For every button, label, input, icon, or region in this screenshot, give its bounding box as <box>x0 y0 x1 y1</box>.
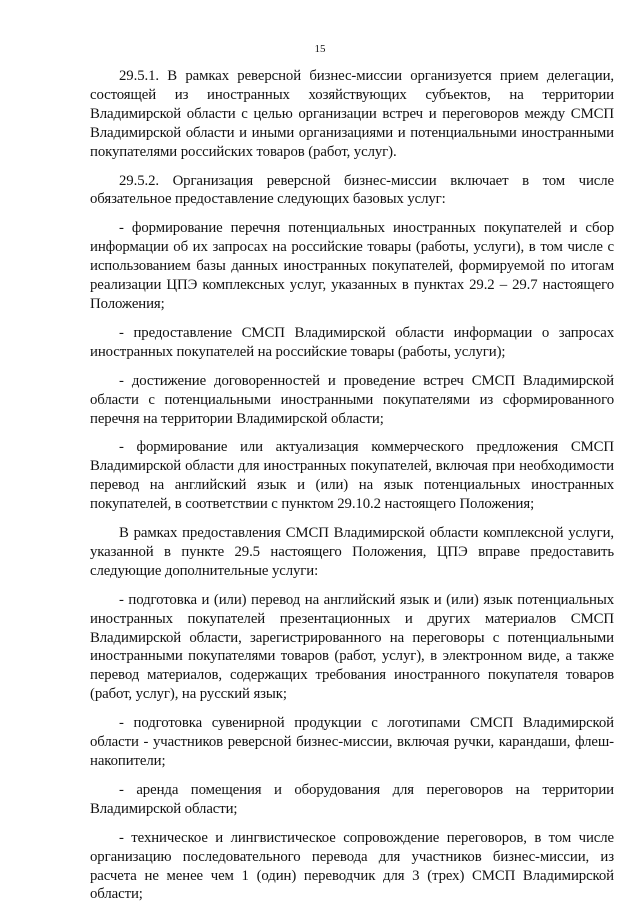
list-item-request-info: - предоставление СМСП Владимирской области информации о запросах иностранных покупателей на российские товары (работы, услуги); <box>90 324 614 360</box>
list-item-interpreting: - техническое и лингвистическое сопровождение переговоров, в том числе организацию последовательного перевода для участников бизнес-миссии, из расчета не менее чем 1 (один) переводчик для 3 (трех) СМСП Владимирской области; <box>90 829 614 903</box>
page-number: 15 <box>314 43 326 55</box>
paragraph-29-5-2: 29.5.2. Организация реверсной бизнес-миссии включает в том числе обязательное предоставление следующих базовых услуг: <box>90 172 614 208</box>
list-item-buyers-list: - формирование перечня потенциальных иностранных покупателей и сбор информации об их запросах на российские товары (работы, услуги), в том числе с использованием базы данных иностранных покупателей, формируемой по итогам реализации ЦПЭ комплексных услуг, указанных в пунктах 29.2 – 29.7 настоящего Положения; <box>90 220 614 312</box>
list-item-commercial-offer: - формирование или актуализация коммерческого предложения СМСП Владимирской области для иностранных покупателей, включая при необходимости перевод на английский язык и (или) на язык потенциальных иностранных покупателей, в соответствии с пунктом 29.10.2 настоящего Положения; <box>90 439 614 513</box>
document-body <box>90 67 614 914</box>
paragraph-additional-services: В рамках предоставления СМСП Владимирской области комплексной услуги, указанной в пункте 29.5 настоящего Положения, ЦПЭ вправе предоставить следующие дополнительные услуги: <box>90 525 614 579</box>
paragraph-29-5-1: 29.5.1. В рамках реверсной бизнес-миссии организуется прием делегации, состоящей из иностранных хозяйствующих субъектов, на территории Владимирской области с целью организации встреч и переговоров между СМСП Владимирской области и иными организациями и потенциальными иностранными покупателями российских товаров (работ, услуг). <box>90 68 614 160</box>
list-item-translation: - подготовка и (или) перевод на английский язык и (или) язык потенциальных иностранных покупателей презентационных и других материалов СМСП Владимирской области, зарегистрированного на переговоры с потенциальными иностранными покупателями товаров (работ, услуг), в электронном виде, а также перевод материалов, содержащих требования иностранного покупателя товаров (работ, услуг), на русский язык; <box>90 591 614 703</box>
list-item-premises-rent: - аренда помещения и оборудования для переговоров на территории Владимирской области; <box>90 781 614 817</box>
list-item-meetings: - достижение договоренностей и проведение встреч СМСП Владимирской области с потенциальными иностранными покупателями из сформированного перечня на территории Владимирской области; <box>90 372 614 427</box>
list-item-souvenirs: - подготовка сувенирной продукции с логотипами СМСП Владимирской области - участников реверсной бизнес-миссии, включая ручки, карандаши, флеш-накопители; <box>90 715 614 769</box>
